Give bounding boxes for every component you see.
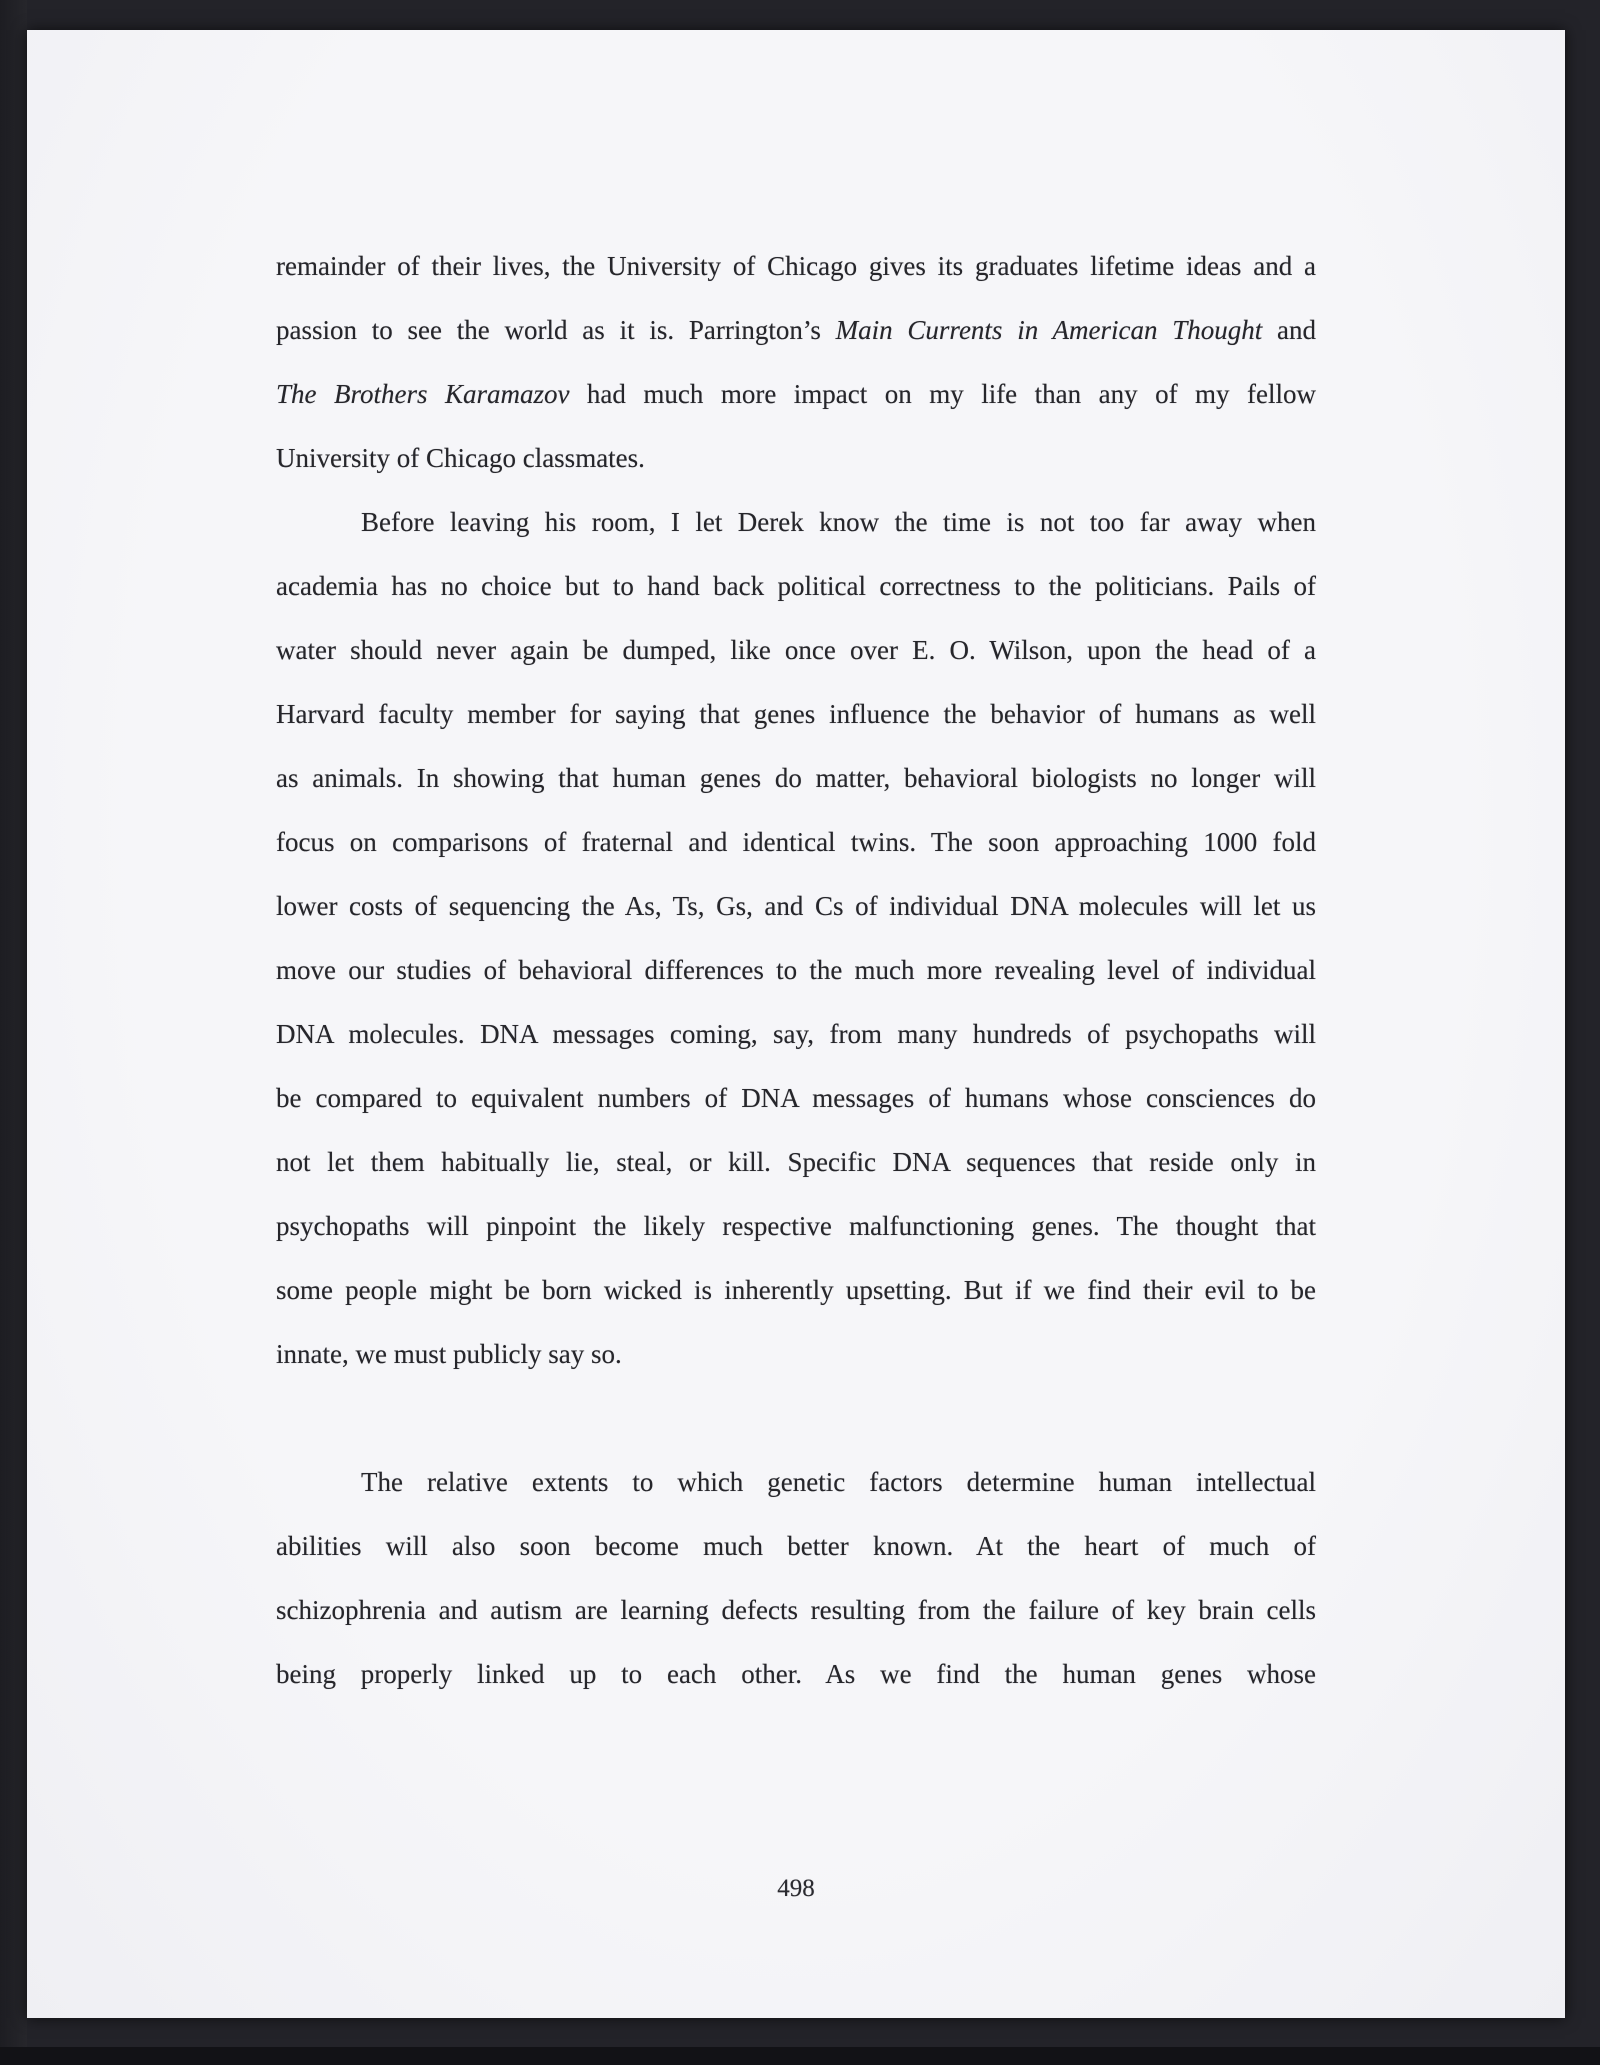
text-segment: The relative extents to which genetic factors determine human intellectual: [361, 1467, 1316, 1497]
text-segment: focus on comparisons of fraternal and identical twins. The soon approaching 1000 fold: [276, 827, 1316, 857]
scanner-background-left: [0, 0, 27, 2065]
paragraph: [276, 1450, 1316, 1706]
text-segment: some people might be born wicked is inherently upsetting. But if we find their evil to be: [276, 1275, 1316, 1305]
scanner-background-bottom: [0, 2047, 1600, 2065]
text-segment: abilities will also soon become much better known. At the heart of much of: [276, 1531, 1316, 1561]
page-number: 498: [777, 1875, 815, 1902]
text-segment: Before leaving his room, I let Derek know the time is not too far away when: [361, 507, 1316, 537]
text-segment: remainder of their lives, the University of Chicago gives its graduates lifetime ideas and a: [276, 251, 1316, 281]
text-line: [276, 426, 1316, 490]
text-line: [276, 1642, 1316, 1706]
text-line: [276, 1130, 1316, 1194]
text-segment: had much more impact on my life than any of my fellow: [569, 379, 1316, 409]
text-segment: not let them habitually lie, steal, or kill. Specific DNA sequences that reside only in: [276, 1147, 1316, 1177]
text-segment: move our studies of behavioral differences to the much more revealing level of individual: [276, 955, 1316, 985]
text-segment: University of Chicago classmates.: [276, 443, 645, 473]
text-line: [276, 618, 1316, 682]
text-line: [276, 490, 1316, 554]
text-line: [276, 1450, 1316, 1514]
italic-text-segment: The Brothers Karamazov: [276, 379, 570, 409]
text-segment: be compared to equivalent numbers of DNA messages of humans whose consciences do: [276, 1083, 1316, 1113]
paragraph: [276, 234, 1316, 490]
text-segment: as animals. In showing that human genes do matter, behavioral biologists no longer will: [276, 763, 1316, 793]
text-line: [276, 1514, 1316, 1578]
text-line: [276, 554, 1316, 618]
text-line: [276, 1066, 1316, 1130]
text-segment: passion to see the world as it is. Parrington’s: [276, 315, 836, 345]
text-line: [276, 810, 1316, 874]
text-segment: innate, we must publicly say so.: [276, 1339, 622, 1369]
text-line: [276, 362, 1316, 426]
page-text-block: [276, 234, 1316, 1706]
text-segment: being properly linked up to each other. As we find the human genes whose: [276, 1659, 1316, 1689]
text-line: [276, 1258, 1316, 1322]
paragraph: [276, 490, 1316, 1386]
text-line: [276, 1194, 1316, 1258]
document-page: [27, 30, 1565, 2018]
text-segment: academia has no choice but to hand back political correctness to the politicians. Pails of: [276, 571, 1316, 601]
text-line: [276, 1002, 1316, 1066]
text-line: [276, 298, 1316, 362]
text-segment: schizophrenia and autism are learning defects resulting from the failure of key brain cells: [276, 1595, 1316, 1625]
text-line: [276, 682, 1316, 746]
text-line: [276, 1322, 1316, 1386]
text-segment: Harvard faculty member for saying that genes influence the behavior of humans as well: [276, 699, 1316, 729]
text-line: [276, 938, 1316, 1002]
text-segment: DNA molecules. DNA messages coming, say, from many hundreds of psychopaths will: [276, 1019, 1316, 1049]
text-line: [276, 234, 1316, 298]
italic-text-segment: Main Currents in American Thought: [835, 315, 1263, 345]
text-line: [276, 746, 1316, 810]
text-segment: psychopaths will pinpoint the likely respective malfunctioning genes. The thought that: [276, 1211, 1316, 1241]
text-segment: lower costs of sequencing the As, Ts, Gs, and Cs of individual DNA molecules will let us: [276, 891, 1316, 921]
text-segment: and: [1262, 315, 1317, 345]
text-line: [276, 1578, 1316, 1642]
text-line: [276, 874, 1316, 938]
text-segment: water should never again be dumped, like once over E. O. Wilson, upon the head of a: [276, 635, 1316, 665]
